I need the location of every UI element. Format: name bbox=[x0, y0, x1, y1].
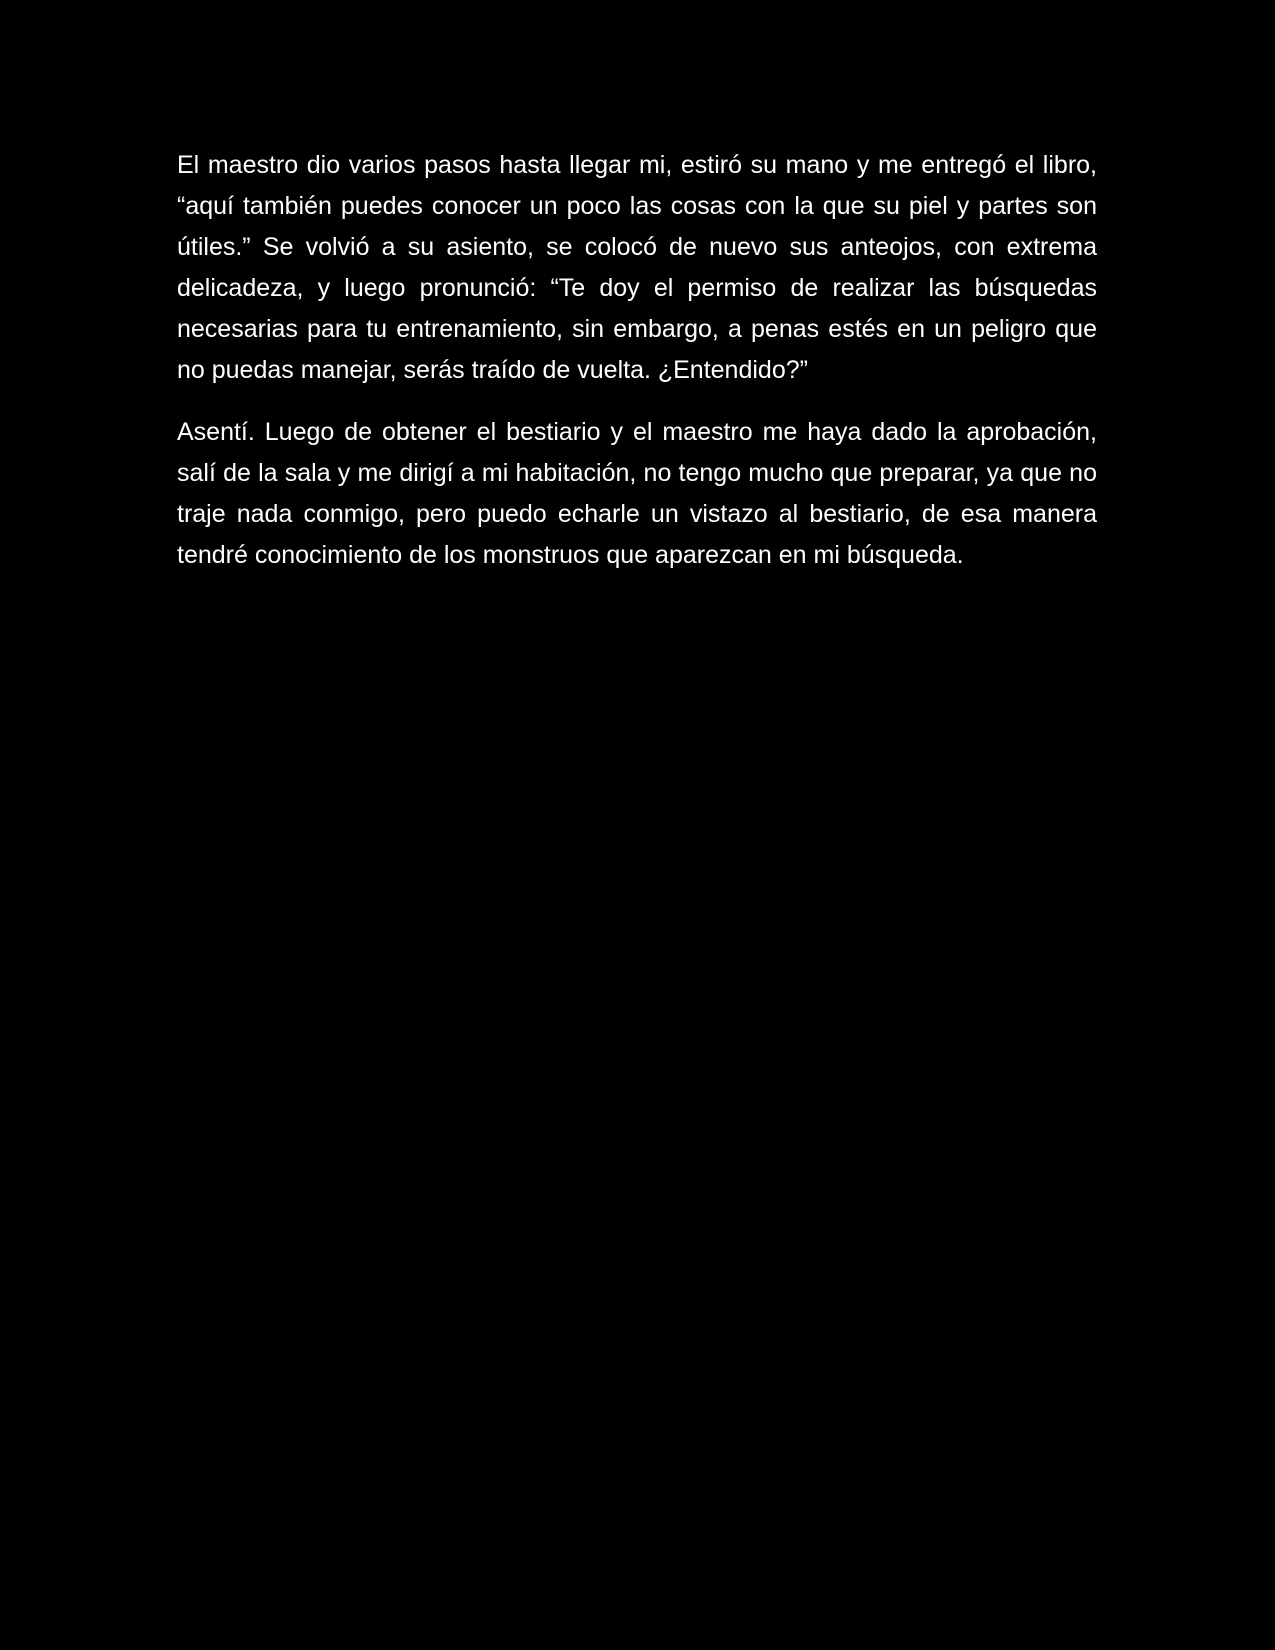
document-body bbox=[177, 145, 1097, 597]
paragraph-2: Asentí. Luego de obtener el bestiario y el maestro me haya dado la aprobación, salí de la sala y me dirigí a mi habitación, no tengo mucho que preparar, ya que no traje nada conmigo, pero puedo echarle un vistazo al bestiario, de esa manera tendré conocimiento de los monstruos que aparezcan en mi búsqueda. bbox=[177, 418, 1097, 569]
paragraph-1: El maestro dio varios pasos hasta llegar mi, estiró su mano y me entregó el libro, “aquí también puedes conocer un poco las cosas con la que su piel y partes son útiles.” Se volvió a su asiento, se colocó de nuevo sus anteojos, con extrema delicadeza, y luego pronunció: “Te doy el permiso de realizar las búsquedas necesarias para tu entrenamiento, sin embargo, a penas estés en un peligro que no puedas manejar, serás traído de vuelta. ¿Entendido?” bbox=[177, 151, 1097, 384]
